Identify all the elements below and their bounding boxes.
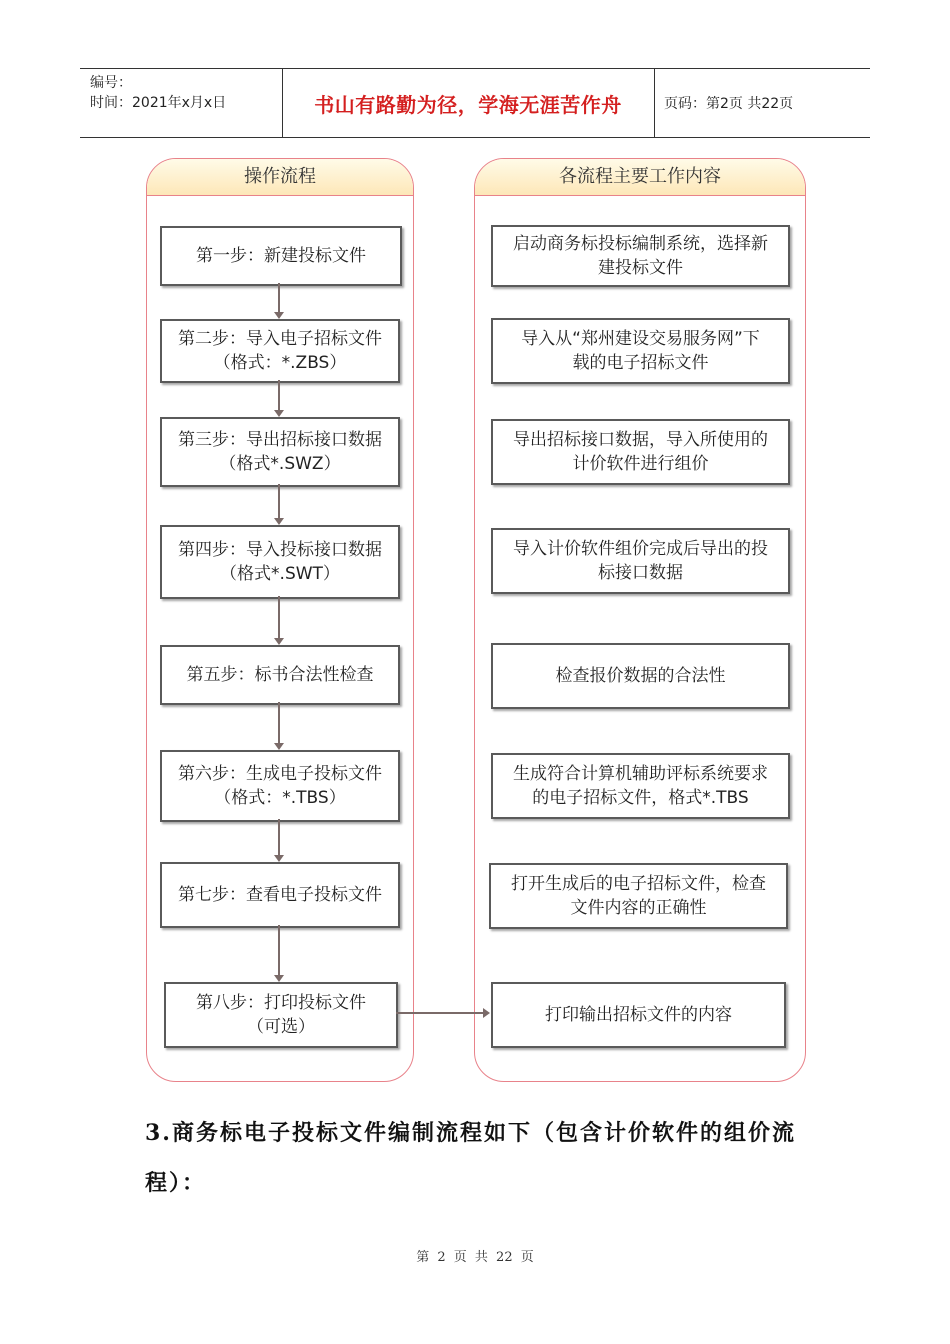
step-box-2 [160,319,400,383]
content-text: 打开生成后的电子招标文件，检查 [511,874,766,894]
number-label: 编号： [90,75,132,91]
flow-arrow [278,819,280,856]
content-text: 生成符合计算机辅助评标系统要求 [513,764,768,784]
step-format: （格式*.SWT） [220,564,340,584]
step-text: 第四步：导入投标接口数据 [178,540,382,560]
step-format: （格式：*.ZBS） [213,353,347,373]
header-motto: 书山有路勤为径，学海无涯苦作舟 [314,93,622,117]
section-paragraph: 3.商务标电子投标文件编制流程如下（包含计价软件的组价流程）： [145,1120,796,1196]
step-text: 第一步：新建投标文件 [196,246,366,266]
step-box-4 [160,525,400,599]
step-text: 第二步：导入电子招标文件 [178,329,382,349]
content-text: 打印输出招标文件的内容 [545,1005,732,1025]
flow-arrow [278,596,280,639]
content-text: 导出招标接口数据，导入所使用的 [513,430,768,450]
flow-arrow [278,702,280,744]
content-box-1 [491,225,790,287]
step-text: 第七步：查看电子投标文件 [178,885,382,905]
content-text: 启动商务标投标编制系统，选择新 [513,234,768,254]
step-format: （格式*.SWZ） [219,454,341,474]
step-box-7 [160,862,400,928]
operation-flow-title: 操作流程 [147,159,413,196]
step-text: 第六步：生成电子投标文件 [178,764,382,784]
step-format: （格式：*.TBS） [214,788,346,808]
content-text: 文件内容的正确性 [570,898,707,918]
content-text: 导入从“郑州建设交易服务网”下 [521,329,760,349]
header-divider [654,69,655,137]
step-text: 第三步：导出招标接口数据 [178,430,382,450]
content-box-5 [491,643,790,709]
content-text: 的电子招标文件，格式*.TBS [532,788,749,808]
content-box-2 [491,318,790,384]
content-text: 建投标文件 [598,258,683,278]
content-box-7 [489,863,788,929]
content-text: 标接口数据 [598,563,683,583]
step-format: （可选） [247,1017,315,1037]
step-box-8 [164,982,398,1048]
header-meta [90,73,226,113]
page-header [80,68,870,138]
flow-arrow [278,283,280,313]
page-footer: 第 2 页 共 22 页 [416,1250,534,1265]
content-text: 导入计价软件组价完成后导出的投 [513,539,768,559]
content-text: 检查报价数据的合法性 [555,666,726,686]
flow-arrow-right [396,1012,484,1014]
content-text: 载的电子招标文件 [572,353,709,373]
flow-arrow [278,925,280,976]
step-box-1 [160,226,402,286]
header-page-info: 页码：第2页 共22页 [664,96,794,112]
content-box-3 [491,419,790,485]
content-box-4 [491,528,790,594]
flow-arrow [278,484,280,519]
work-content-title: 各流程主要工作内容 [475,159,805,196]
step-box-3 [160,417,400,487]
content-box-6 [491,753,790,819]
content-box-8 [491,982,786,1048]
content-text: 计价软件进行组价 [572,454,709,474]
step-box-5 [160,645,400,705]
operation-flow-panel [146,158,414,1082]
time-label: 时间：2021年x月x日 [90,95,227,111]
work-content-panel [474,158,806,1082]
step-box-6 [160,750,400,822]
step-text: 第五步：标书合法性检查 [186,665,374,685]
flow-arrow [278,380,280,411]
step-text: 第八步：打印投标文件 [196,993,366,1013]
